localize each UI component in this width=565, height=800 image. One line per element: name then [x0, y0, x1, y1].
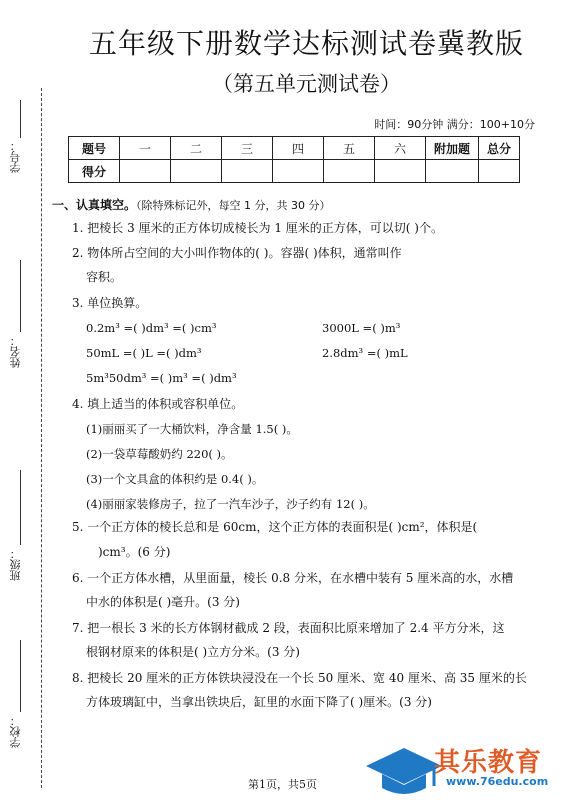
page-title: 五年级下册数学达标测试卷冀教版 — [88, 27, 524, 60]
score-input-cell[interactable] — [426, 160, 479, 183]
score-input-cell[interactable] — [479, 160, 520, 183]
score-input-cell[interactable] — [273, 160, 324, 183]
score-head-cell: 总分 — [479, 137, 520, 160]
student-no-line — [20, 100, 21, 138]
question-4-1: (1)丽丽买了一大桶饮料，净含量 1.5( )。 — [86, 422, 298, 436]
score-head-cell: 六 — [375, 137, 426, 160]
name-line — [20, 260, 21, 332]
score-input-cell[interactable] — [222, 160, 273, 183]
question-5: 5. 一个正方体的棱长总和是 60cm，这个正方体的表面积是( )cm²，体积是( — [72, 520, 478, 534]
score-table-score-row — [69, 160, 520, 183]
school-line — [20, 640, 21, 712]
question-3: 3. 单位换算。 — [72, 296, 148, 310]
score-row-label: 得分 — [69, 160, 120, 183]
question-6-cont: 中水的体积是( )毫升。(3 分) — [86, 595, 240, 609]
student-no-label: 学号： — [9, 140, 22, 173]
question-7-cont: 根钢材原来的体积是( )立方分米。(3 分) — [86, 645, 300, 659]
question-4-4: (4)丽丽家装修房子，拉了一汽车沙子，沙子约有 12( )。 — [86, 497, 375, 511]
section-heading — [52, 196, 331, 213]
score-input-cell[interactable] — [324, 160, 375, 183]
section-note: （除特殊标记外，每空 1 分，共 30 分） — [136, 199, 331, 212]
question-3-row2a: 50mL =( )L =( )dm³ — [86, 346, 202, 360]
score-table-header-row — [69, 137, 520, 160]
question-4-3: (3)一个文具盒的体积约是 0.4( )。 — [86, 472, 264, 486]
school-label: 学校： — [9, 715, 22, 748]
question-3-row1a: 0.2m³ =( )dm³ =( )cm³ — [86, 321, 217, 335]
score-table — [68, 136, 520, 183]
question-3-row1b: 3000L =( )m³ — [322, 321, 401, 335]
score-head-cell: 五 — [324, 137, 375, 160]
score-head-cell: 四 — [273, 137, 324, 160]
page-subtitle: （第五单元测试卷） — [212, 72, 401, 96]
page-footer: 第1页，共5页 — [248, 778, 317, 791]
question-8-cont: 方体玻璃缸中，当拿出铁块后，缸里的水面下降了( )厘米。(3 分) — [86, 695, 432, 709]
score-input-cell[interactable] — [120, 160, 171, 183]
score-input-cell[interactable] — [375, 160, 426, 183]
score-head-cell: 三 — [222, 137, 273, 160]
question-7: 7. 把一根长 3 米的长方体钢材截成 2 段，表面积比原来增加了 2.4 平方分米，这 — [72, 621, 505, 635]
question-4-2: (2)一袋草莓酸奶约 220( )。 — [86, 447, 233, 461]
binding-sidebar — [0, 0, 48, 800]
question-2-cont: 容积。 — [86, 270, 123, 284]
section-title: 一、认真填空。 — [52, 198, 137, 212]
brand-url: www.76edu.com — [446, 775, 549, 788]
brand-name: 其乐教育 — [434, 748, 543, 778]
class-line — [20, 470, 21, 545]
question-4: 4. 填上适当的体积或容积单位。 — [72, 397, 244, 411]
class-label: 班级： — [9, 548, 22, 581]
cut-line — [41, 88, 42, 788]
exam-meta: 时间：90分钟 满分：100+10分 — [374, 118, 535, 131]
score-head-cell: 附加题 — [426, 137, 479, 160]
score-head-cell: 二 — [171, 137, 222, 160]
question-5-cont: )cm³。(6 分) — [98, 545, 171, 559]
name-label: 姓名： — [9, 335, 22, 368]
question-3-row3: 5m³50dm³ =( )m³ =( )dm³ — [86, 371, 237, 385]
score-head-cell: 一 — [120, 137, 171, 160]
question-6: 6. 一个正方体水槽，从里面量，棱长 0.8 分米，在水槽中装有 5 厘米高的水，水槽 — [72, 571, 514, 585]
question-2: 2. 物体所占空间的大小叫作物体的( )。容器( )体积，通常叫作 — [72, 246, 402, 260]
question-8: 8. 把棱长 20 厘米的正方体铁块浸没在一个长 50 厘米、宽 40 厘米、高 35 厘米的长 — [72, 671, 527, 685]
score-input-cell[interactable] — [171, 160, 222, 183]
question-3-row2b: 2.8dm³ =( )mL — [322, 346, 408, 360]
score-head-cell: 题号 — [69, 137, 120, 160]
question-1: 1. 把棱长 3 厘米的正方体切成棱长为 1 厘米的正方体，可以切( )个。 — [72, 221, 443, 235]
